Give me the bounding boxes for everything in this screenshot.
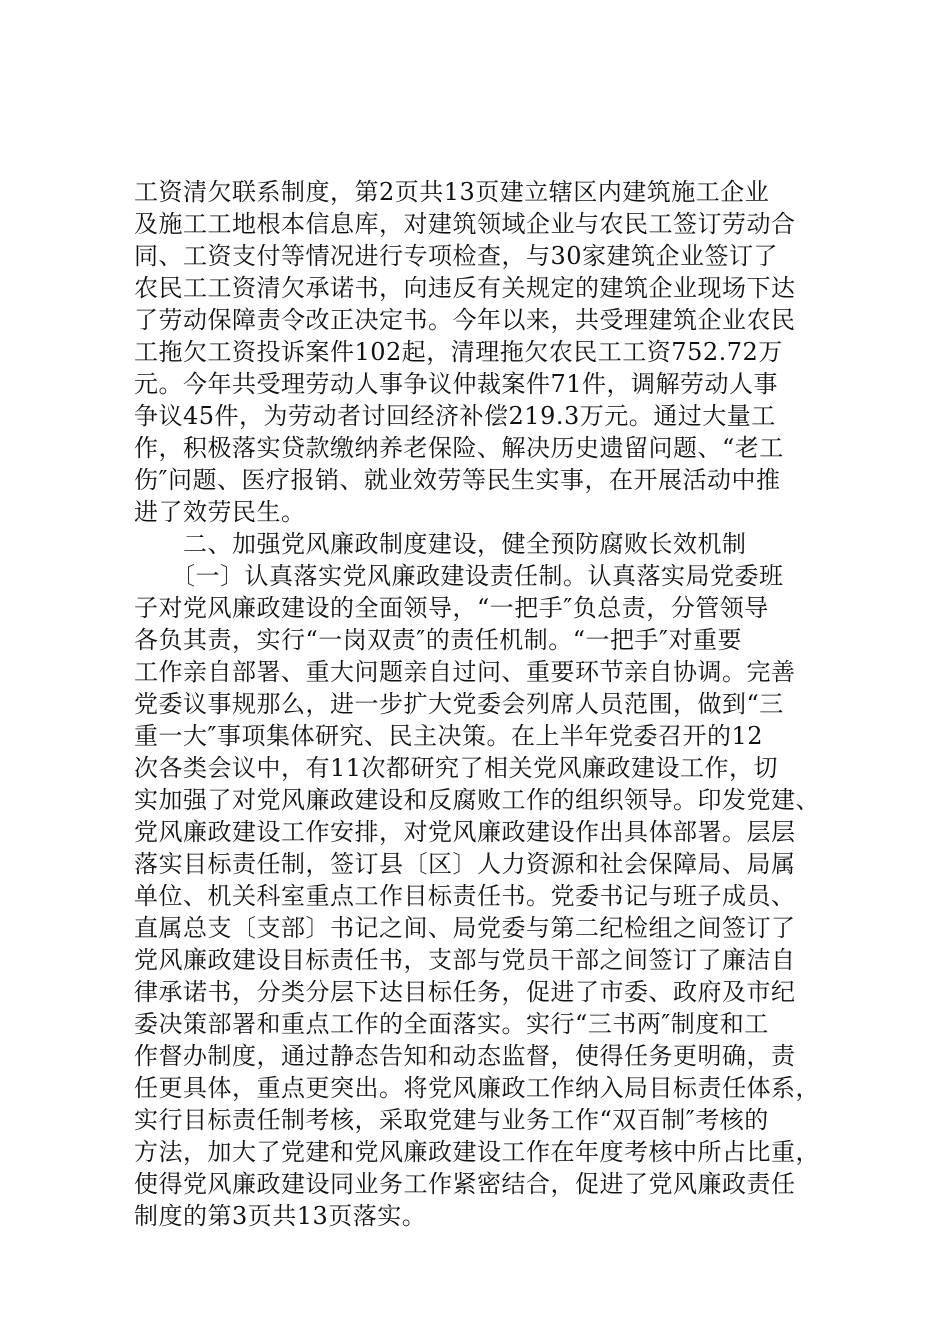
text-line: 〔一〕认真落实党风廉政建设责任制。认真落实局党委班: [134, 562, 784, 590]
text-line: 制度的第3页共13页落实。: [134, 1202, 427, 1230]
text-line: 作，积极落实贷款缴纳养老保险、解决历史遗留问题、“老工: [134, 434, 784, 462]
text-line: 党风廉政建设目标责任书，支部与党员干部之间签订了廉洁自: [134, 946, 796, 974]
text-line: 落实目标责任制，签订县〔区〕人力资源和社会保障局、局属: [134, 850, 796, 878]
text-line: 作督办制度，通过静态告知和动态监督，使得任务更明确，责: [134, 1042, 796, 1070]
text-line: 任更具体，重点更突出。将党风廉政工作纳入局目标责任体系，: [134, 1074, 820, 1102]
text-line: 工作亲自部署、重大问题亲自过问、重要环节亲自协调。完善: [134, 658, 796, 686]
text-line: 了劳动保障责令改正决定书。今年以来，共受理建筑企业农民: [134, 306, 796, 334]
text-line: 党风廉政建设工作安排，对党风廉政建设作出具体部署。层层: [134, 818, 796, 846]
text-line: 方法，加大了党建和党风廉政建设工作在年度考核中所占比重，: [134, 1138, 820, 1166]
text-line: 次各类会议中，有11次都研究了相关党风廉政建设工作，切: [134, 754, 779, 782]
text-line: 农民工工资清欠承诺书，向违反有关规定的建筑企业现场下达: [134, 274, 796, 302]
text-line: 争议45件，为劳动者讨回经济补偿219.3万元。通过大量工: [134, 402, 776, 430]
text-line: 同、工资支付等情况进行专项检查，与30家建筑企业签订了: [134, 242, 779, 270]
section-heading: 二、加强党风廉政制度建设，健全预防腐败长效机制: [134, 530, 747, 558]
text-line: 律承诺书，分类分层下达目标任务，促进了市委、政府及市纪: [134, 978, 796, 1006]
text-line: 使得党风廉政建设同业务工作紧密结合，促进了党风廉政责任: [134, 1170, 796, 1198]
text-line: 元。今年共受理劳动人事争议仲裁案件71件，调解劳动人事: [134, 370, 779, 398]
text-line: 单位、机关科室重点工作目标责任书。党委书记与班子成员、: [134, 882, 796, 910]
text-line: 进了效劳民生。: [134, 498, 306, 526]
text-line: 党委议事规那么，进一步扩大党委会列席人员范围，做到“三: [134, 690, 784, 718]
text-line: 工拖欠工资投诉案件102起，清理拖欠农民工工资752.72万: [134, 338, 783, 366]
text-line: 子对党风廉政建设的全面领导，“一把手″负总责，分管领导: [134, 594, 769, 622]
text-line: 实行目标责任制考核，采取党建与业务工作“双百制″考核的: [134, 1106, 769, 1134]
text-line: 实加强了对党风廉政建设和反腐败工作的组织领导。印发党建、: [134, 786, 820, 814]
text-line: 委决策部署和重点工作的全面落实。实行“三书两″制度和工: [134, 1010, 769, 1038]
text-line: 直属总支〔支部〕书记之间、局党委与第二纪检组之间签订了: [134, 914, 796, 942]
text-line: 各负其责，实行“一岗双责″的责任机制。“一把手″对重要: [134, 626, 742, 654]
text-line: 伤″问题、医疗报销、就业效劳等民生实事，在开展活动中推: [134, 466, 781, 494]
text-line: 重一大″事项集体研究、民主决策。在上半年党委召开的12: [134, 722, 764, 750]
text-line: 及施工工地根本信息库，对建筑领域企业与农民工签订劳动合: [134, 210, 796, 238]
text-line: 工资清欠联系制度，第2页共13页建立辖区内建筑施工企业: [134, 178, 770, 206]
